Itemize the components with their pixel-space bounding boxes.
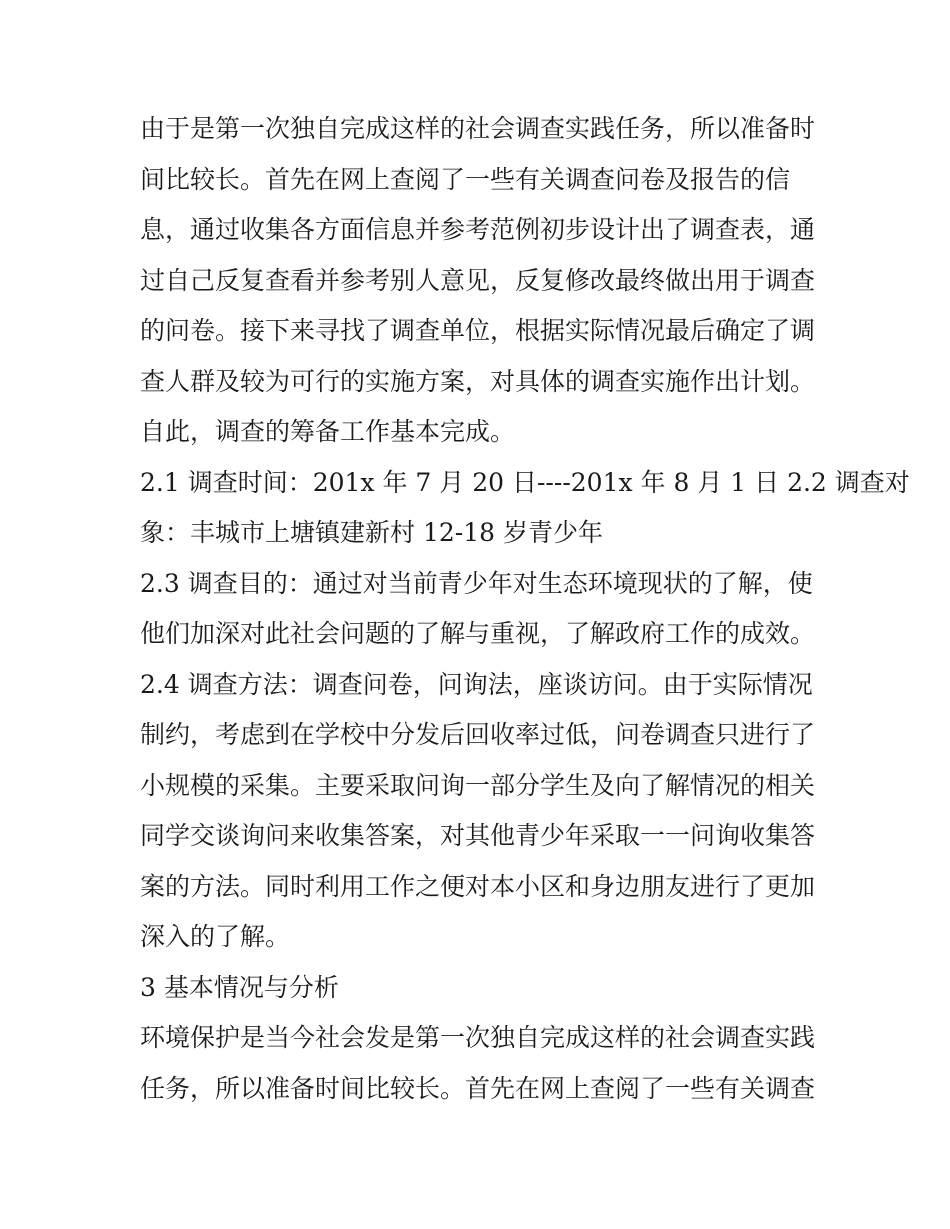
paragraph-line: 的问卷。接下来寻找了调查单位，根据实际情况最后确定了调 (140, 316, 816, 345)
paragraph-line: 任务，所以准备时间比较长。首先在网上查阅了一些有关调查 (140, 1073, 816, 1103)
paragraph-line: 间比较长。首先在网上查阅了一些有关调查问卷及报告的信 (140, 164, 791, 194)
paragraph-line: 过自己反复查看并参考别人意见，反复修改最终做出用于调查 (140, 265, 816, 295)
section-heading: 3 基本情况与分析 (140, 972, 339, 1002)
paragraph-line: 环境保护是当今社会发是第一次独自完成这样的社会调查实践 (140, 1023, 816, 1052)
paragraph-line: 查人群及较为可行的实施方案，对具体的调查实施作出计划。 (140, 366, 816, 396)
paragraph-line: 小规模的采集。主要采取问询一部分学生及向了解情况的相关 (140, 770, 816, 800)
paragraph-line: 同学交谈询问来收集答案，对其他青少年采取一一问询收集答 (140, 821, 816, 850)
survey-subject-line: 象：丰城市上塘镇建新村 12-18 岁青少年 (140, 518, 603, 547)
paragraph-line: 深入的了解。 (140, 922, 291, 951)
paragraph-line: 息，通过收集各方面信息并参考范例初步设计出了调查表，通 (140, 215, 816, 244)
paragraph-line: 由于是第一次独自完成这样的社会调查实践任务，所以准备时 (140, 114, 816, 143)
paragraph-line: 他们加深对此社会问题的了解与重视，了解政府工作的成效。 (140, 619, 816, 648)
paragraph-line: 自此，调查的筹备工作基本完成。 (140, 417, 516, 446)
paragraph-line: 制约，考虑到在学校中分发后回收率过低，问卷调查只进行了 (140, 720, 816, 749)
survey-purpose-line: 2.3 调查目的：通过对当前青少年对生态环境现状的了解，使 (140, 568, 813, 598)
paragraph-line: 案的方法。同时利用工作之便对本小区和身边朋友进行了更加 (140, 871, 816, 901)
survey-time-line: 2.1 调查时间：201x 年 7 月 20 日----201x 年 8 月 1 日 2.2 调查对 (140, 467, 910, 497)
survey-method-line: 2.4 调查方法：调查问卷，问询法，座谈访问。由于实际情况 (140, 669, 813, 699)
document-body (140, 104, 910, 1114)
